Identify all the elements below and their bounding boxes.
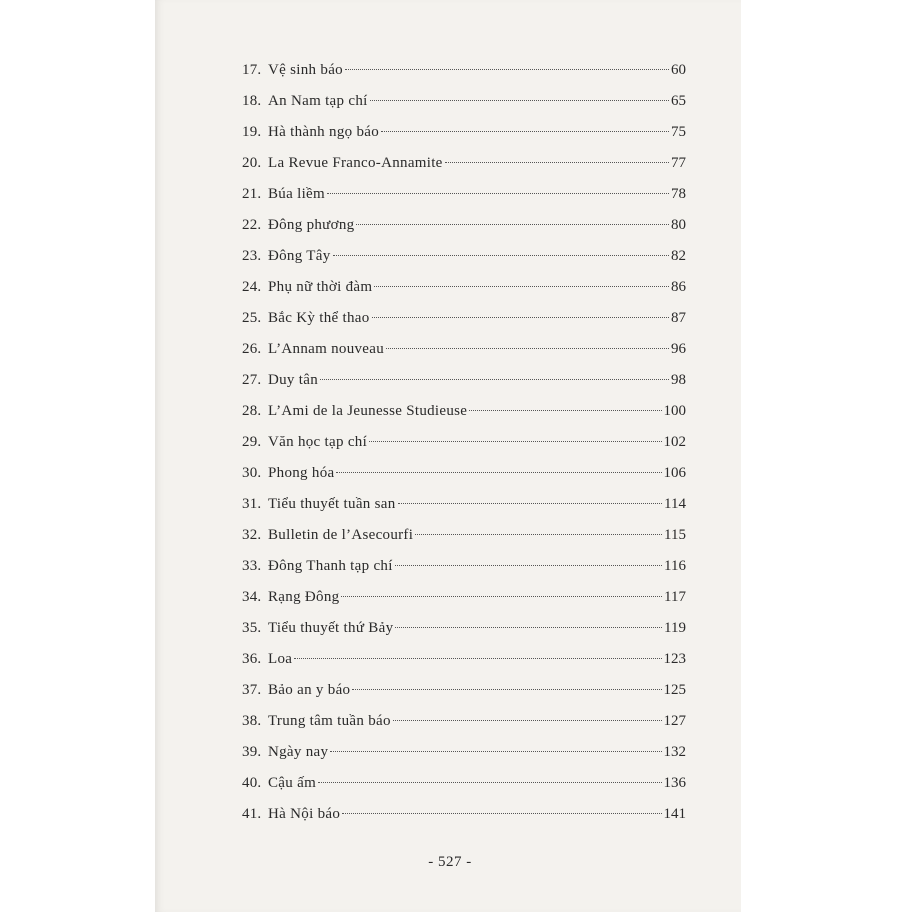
toc-entry-page: 77 bbox=[671, 155, 686, 171]
toc-entry-title: An Nam tạp chí bbox=[268, 93, 368, 109]
toc-entry-title: Trung tâm tuần báo bbox=[268, 713, 391, 729]
toc-entry-title: Đông Tây bbox=[268, 248, 331, 264]
toc-entry-page: 102 bbox=[663, 434, 686, 450]
toc-entry-title: Hà thành ngọ báo bbox=[268, 124, 380, 140]
toc-entry-title: Tiểu thuyết thứ Bảy bbox=[268, 620, 394, 636]
toc-entry-number: 34. bbox=[242, 589, 262, 605]
toc-entry-title: Bulletin de l’Asecourfi bbox=[268, 527, 414, 543]
toc-entry-number: 32. bbox=[242, 527, 262, 543]
toc-entry bbox=[242, 179, 686, 210]
dot-leader bbox=[345, 69, 669, 70]
toc-entry bbox=[242, 489, 686, 520]
toc-entry-page: 114 bbox=[664, 496, 686, 512]
toc-entry bbox=[242, 551, 686, 582]
toc-entry-number: 41. bbox=[242, 806, 262, 822]
toc-entry-page: 75 bbox=[671, 124, 686, 140]
toc-entry bbox=[242, 613, 686, 644]
toc-entry bbox=[242, 768, 686, 799]
toc-entry-number: 39. bbox=[242, 744, 262, 760]
toc-entry-number: 23. bbox=[242, 248, 262, 264]
toc-entry bbox=[242, 582, 686, 613]
toc-entry-number: 31. bbox=[242, 496, 262, 512]
toc-entry-title: Đông phương bbox=[268, 217, 355, 233]
toc-entry-number: 33. bbox=[242, 558, 262, 574]
toc-entry-title: L’Ami de la Jeunesse Studieuse bbox=[268, 403, 468, 419]
page-number: - 527 - bbox=[428, 854, 472, 870]
toc-entry-page: 116 bbox=[664, 558, 686, 574]
dot-leader bbox=[393, 720, 662, 721]
toc-entry-title: Loa bbox=[268, 651, 293, 667]
toc-entry-page: 60 bbox=[671, 62, 686, 78]
toc-entry bbox=[242, 427, 686, 458]
toc-entry bbox=[242, 148, 686, 179]
toc-entry-title: Duy tân bbox=[268, 372, 319, 388]
dot-leader bbox=[386, 348, 669, 349]
toc-entry-page: 86 bbox=[671, 279, 686, 295]
dot-leader bbox=[341, 596, 662, 597]
toc-entry bbox=[242, 241, 686, 272]
toc-entry bbox=[242, 706, 686, 737]
dot-leader bbox=[336, 472, 661, 473]
toc-entry-title: Ngày nay bbox=[268, 744, 329, 760]
dot-leader bbox=[395, 627, 662, 628]
toc-entry-page: 100 bbox=[663, 403, 686, 419]
dot-leader bbox=[320, 379, 669, 380]
toc-entry-number: 17. bbox=[242, 62, 262, 78]
toc-entry bbox=[242, 737, 686, 768]
toc-entry-number: 28. bbox=[242, 403, 262, 419]
toc-entry-number: 29. bbox=[242, 434, 262, 450]
toc-entry bbox=[242, 210, 686, 241]
toc-entry-page: 141 bbox=[663, 806, 686, 822]
toc-entry-title: Vệ sinh báo bbox=[268, 62, 343, 78]
toc-entry-page: 87 bbox=[671, 310, 686, 326]
toc-entry-title: Phong hóa bbox=[268, 465, 335, 481]
toc-entry-page: 65 bbox=[671, 93, 686, 109]
toc-entry-page: 96 bbox=[671, 341, 686, 357]
toc-entry-number: 27. bbox=[242, 372, 262, 388]
toc-entry-page: 106 bbox=[663, 465, 686, 481]
dot-leader bbox=[372, 317, 669, 318]
dot-leader bbox=[333, 255, 669, 256]
toc-entry bbox=[242, 644, 686, 675]
toc-entry-title: Bảo an y báo bbox=[268, 682, 351, 698]
toc-entry-number: 25. bbox=[242, 310, 262, 326]
dot-leader bbox=[395, 565, 662, 566]
toc-entry bbox=[242, 55, 686, 86]
toc-entry-page: 78 bbox=[671, 186, 686, 202]
toc-entry-title: L’Annam nouveau bbox=[268, 341, 385, 357]
dot-leader bbox=[415, 534, 662, 535]
toc-entry-title: Búa liềm bbox=[268, 186, 325, 202]
toc-entry-number: 24. bbox=[242, 279, 262, 295]
dot-leader bbox=[370, 100, 669, 101]
dot-leader bbox=[445, 162, 669, 163]
toc-entry-number: 26. bbox=[242, 341, 262, 357]
toc-entry-page: 117 bbox=[664, 589, 686, 605]
toc-entry-page: 132 bbox=[663, 744, 686, 760]
toc-entry-title: Hà Nội báo bbox=[268, 806, 341, 822]
toc-entry bbox=[242, 458, 686, 489]
dot-leader bbox=[318, 782, 661, 783]
dot-leader bbox=[342, 813, 661, 814]
toc-entry bbox=[242, 675, 686, 706]
toc-entry-page: 98 bbox=[671, 372, 686, 388]
dot-leader bbox=[469, 410, 661, 411]
toc-entry bbox=[242, 117, 686, 148]
toc-entry-title: Đông Thanh tạp chí bbox=[268, 558, 393, 574]
dot-leader bbox=[330, 751, 661, 752]
dot-leader bbox=[374, 286, 669, 287]
toc-entry-page: 127 bbox=[663, 713, 686, 729]
dot-leader bbox=[381, 131, 669, 132]
toc-entry bbox=[242, 520, 686, 551]
toc-entry-number: 21. bbox=[242, 186, 262, 202]
toc-entry-number: 35. bbox=[242, 620, 262, 636]
toc-entry-title: Tiểu thuyết tuần san bbox=[268, 496, 396, 512]
toc-entry-page: 80 bbox=[671, 217, 686, 233]
toc-entry bbox=[242, 86, 686, 117]
toc-entry-page: 123 bbox=[663, 651, 686, 667]
dot-leader bbox=[352, 689, 661, 690]
toc-entry-page: 115 bbox=[664, 527, 686, 543]
toc-entry-title: Văn học tạp chí bbox=[268, 434, 368, 450]
toc-entry-title: Cậu ấm bbox=[268, 775, 317, 791]
dot-leader bbox=[294, 658, 661, 659]
toc-entry-title: La Revue Franco-Annamite bbox=[268, 155, 443, 171]
dot-leader bbox=[356, 224, 669, 225]
toc-entry-number: 37. bbox=[242, 682, 262, 698]
toc-entry-number: 22. bbox=[242, 217, 262, 233]
toc-entry-page: 82 bbox=[671, 248, 686, 264]
dot-leader bbox=[327, 193, 669, 194]
toc-entry bbox=[242, 799, 686, 830]
toc-entry-number: 36. bbox=[242, 651, 262, 667]
toc-entry bbox=[242, 272, 686, 303]
dot-leader bbox=[369, 441, 661, 442]
toc-entry-number: 20. bbox=[242, 155, 262, 171]
toc-entry-page: 125 bbox=[663, 682, 686, 698]
table-of-contents bbox=[242, 55, 686, 830]
dot-leader bbox=[398, 503, 663, 504]
toc-entry-title: Bắc Kỳ thể thao bbox=[268, 310, 370, 326]
toc-entry-title: Rạng Đông bbox=[268, 589, 340, 605]
toc-entry-number: 30. bbox=[242, 465, 262, 481]
toc-entry-number: 40. bbox=[242, 775, 262, 791]
toc-entry bbox=[242, 396, 686, 427]
toc-entry bbox=[242, 303, 686, 334]
toc-entry-number: 38. bbox=[242, 713, 262, 729]
toc-entry bbox=[242, 365, 686, 396]
toc-entry-number: 18. bbox=[242, 93, 262, 109]
toc-entry-title: Phụ nữ thời đàm bbox=[268, 279, 373, 295]
toc-entry-number: 19. bbox=[242, 124, 262, 140]
toc-entry bbox=[242, 334, 686, 365]
toc-entry-page: 119 bbox=[664, 620, 686, 636]
toc-entry-page: 136 bbox=[663, 775, 686, 791]
